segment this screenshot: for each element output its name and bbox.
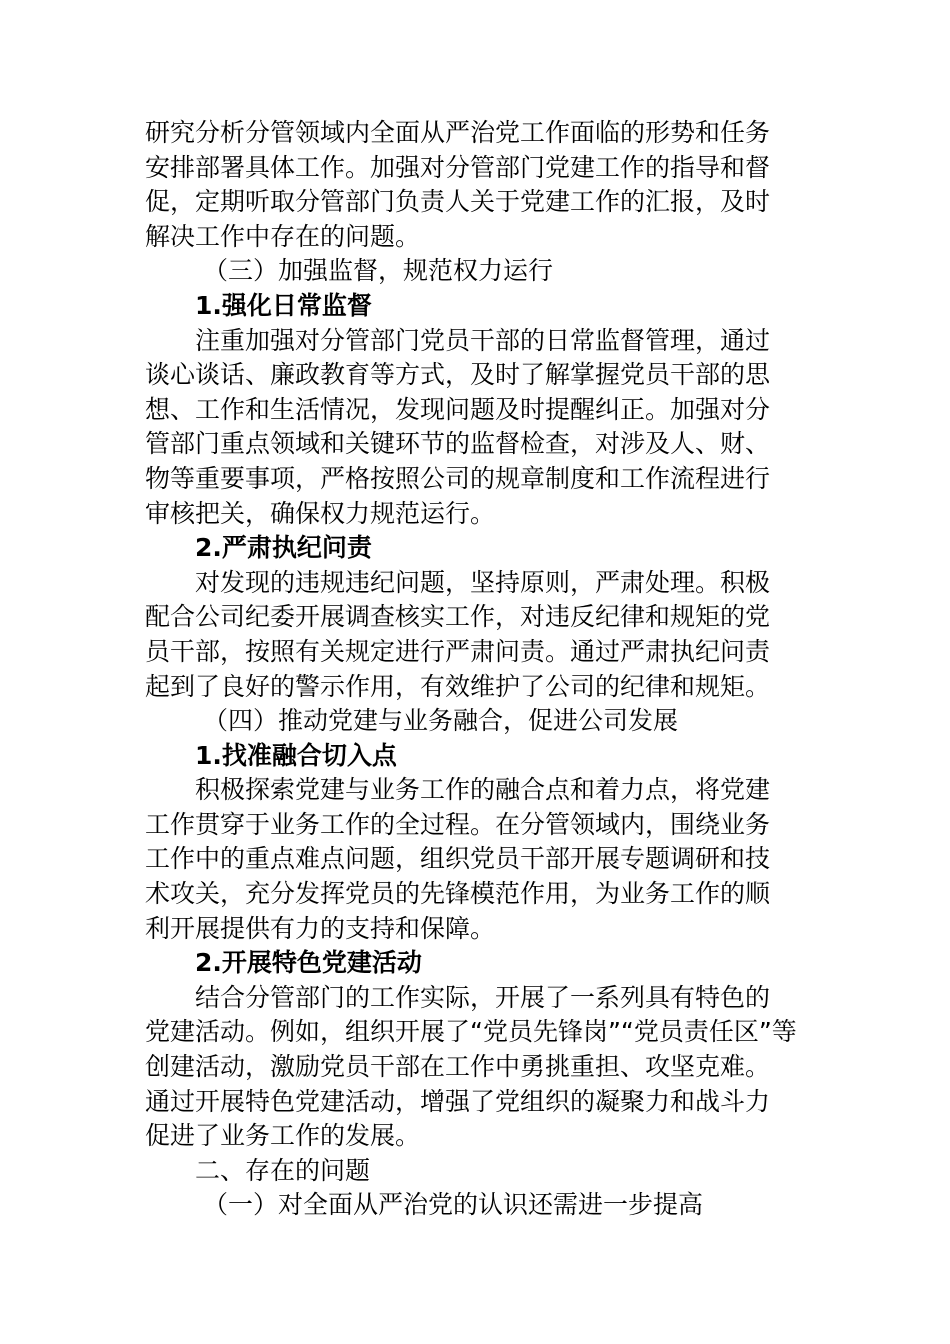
subsection-heading: 2.严肃执纪问责 — [195, 533, 372, 563]
text-line: 促，定期听取分管部门负责人关于党建工作的汇报，及时 — [145, 187, 771, 217]
paragraph-start: 结合分管部门的工作实际，开展了一系列具有特色的 — [195, 982, 771, 1012]
section-heading: （四）推动党建与业务融合，促进公司发展 — [203, 706, 679, 736]
section-heading: （三）加强监督，规范权力运行 — [203, 256, 554, 286]
text-line: 创建活动，激励党员干部在工作中勇挑重担、攻坚克难。 — [145, 1052, 771, 1082]
paragraph-start: 积极探索党建与业务工作的融合点和着力点，将党建 — [195, 775, 771, 805]
text-line: 工作中的重点难点问题，组织党员干部开展专题调研和技 — [145, 844, 771, 874]
paragraph-start: 对发现的违规违纪问题，坚持原则，严肃处理。积极 — [195, 567, 771, 597]
text-line: 促进了业务工作的发展。 — [145, 1121, 421, 1151]
subsection-heading: 1.强化日常监督 — [195, 290, 372, 320]
text-line: 术攻关，充分发挥党员的先锋模范作用，为业务工作的顺 — [145, 879, 771, 909]
text-line: 起到了良好的警示作用，有效维护了公司的纪律和规矩。 — [145, 671, 771, 701]
text-line: 党建活动。例如，组织开展了“党员先锋岗”“党员责任区”等 — [145, 1017, 797, 1047]
text-line: 工作贯穿于业务工作的全过程。在分管领域内，围绕业务 — [145, 809, 771, 839]
text-line: 研究分析分管领域内全面从严治党工作面临的形势和任务 — [145, 118, 771, 147]
text-line: 员干部，按照有关规定进行严肃问责。通过严肃执纪问责 — [145, 636, 771, 666]
text-line: 安排部署具体工作。加强对分管部门党建工作的指导和督 — [145, 152, 771, 182]
text-line: 配合公司纪委开展调查核实工作，对违反纪律和规矩的党 — [145, 602, 771, 632]
text-line: 物等重要事项，严格按照公司的规章制度和工作流程进行 — [145, 463, 771, 493]
chapter-heading: 二、存在的问题 — [195, 1155, 371, 1185]
subsection-heading: 2.开展特色党建活动 — [195, 948, 422, 978]
text-line: 通过开展特色党建活动，增强了党组织的凝聚力和战斗力 — [145, 1086, 771, 1116]
text-line: 谈心谈话、廉政教育等方式，及时了解掌握党员干部的思 — [145, 360, 771, 390]
document-body — [145, 116, 809, 1223]
text-line: 解决工作中存在的问题。 — [145, 221, 421, 251]
section-heading: （一）对全面从严治党的认识还需进一步提高 — [203, 1190, 704, 1220]
subsection-heading: 1.找准融合切入点 — [195, 740, 397, 770]
text-line: 想、工作和生活情况，发现问题及时提醒纠正。加强对分 — [145, 394, 771, 424]
text-line: 利开展提供有力的支持和保障。 — [145, 913, 496, 943]
paragraph-start: 注重加强对分管部门党员干部的日常监督管理，通过 — [195, 325, 771, 355]
text-line: 管部门重点领域和关键环节的监督检查，对涉及人、财、 — [145, 429, 771, 459]
text-line: 审核把关，确保权力规范运行。 — [145, 498, 496, 528]
